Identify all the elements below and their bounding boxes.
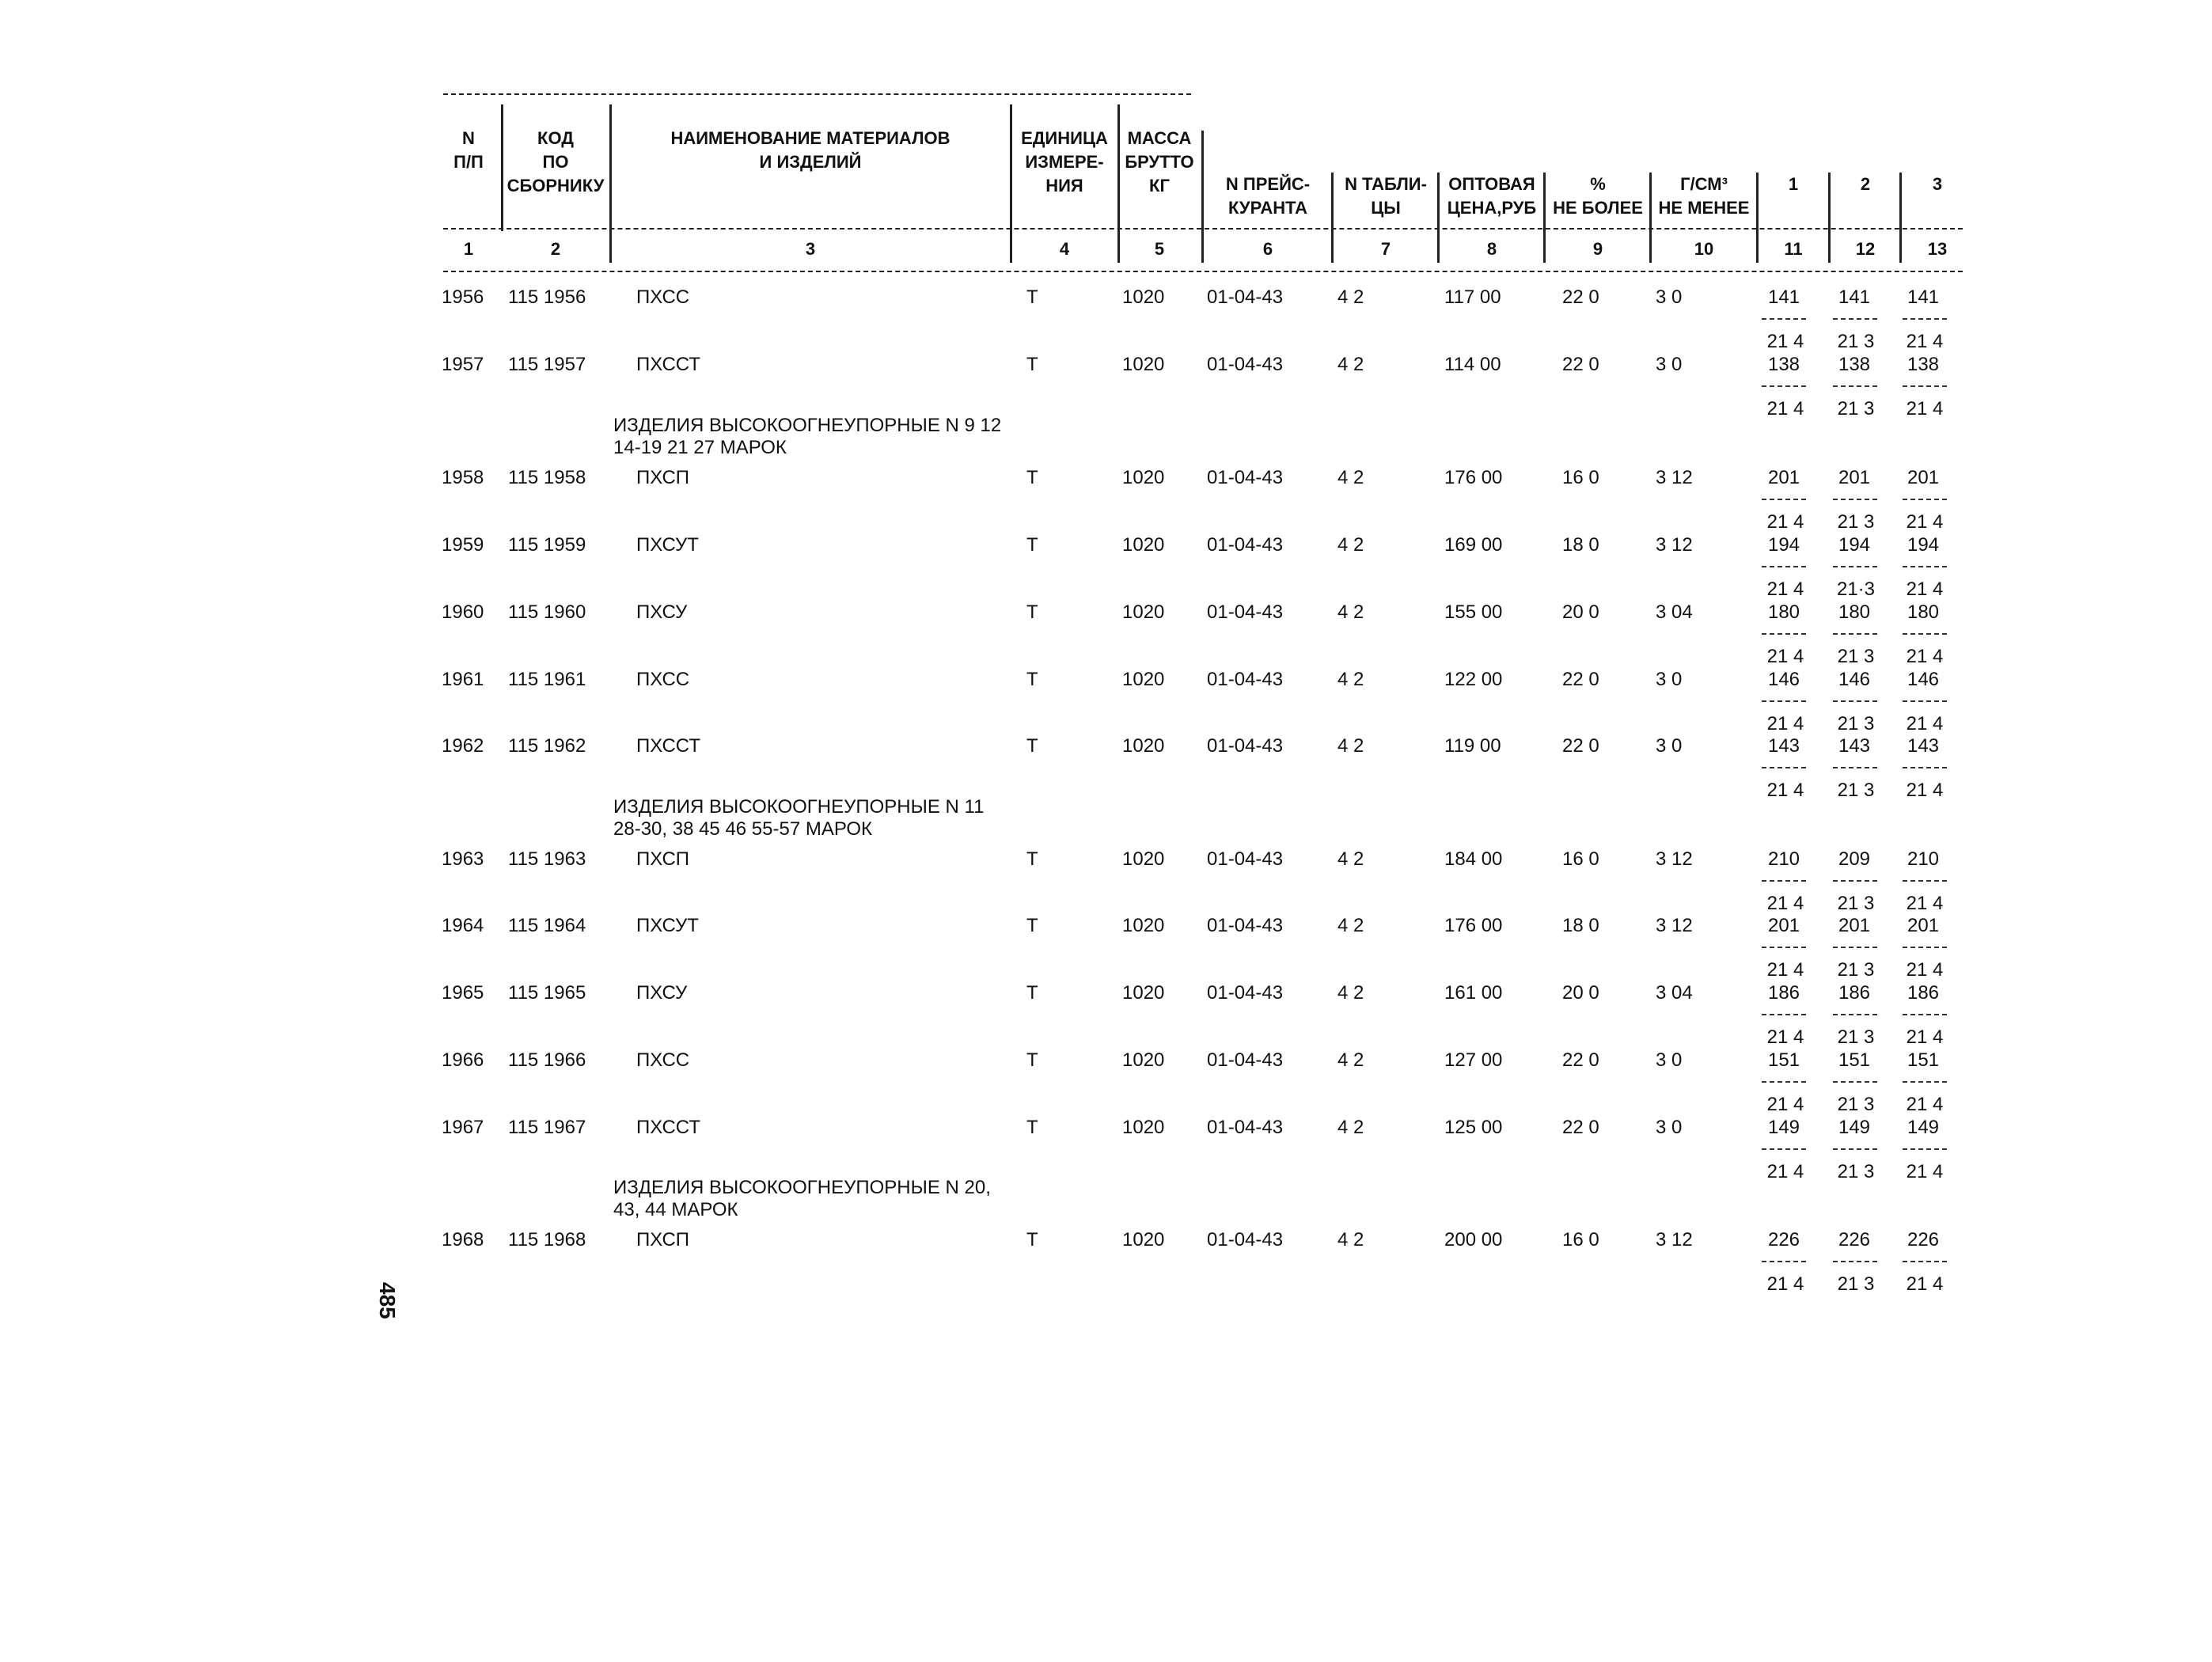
row-coef-1: 151 (1767, 1049, 1800, 1071)
group-heading: ИЗДЕЛИЯ ВЫСОКООГНЕУПОРНЫЕ N 9 12 (613, 415, 1002, 436)
row-code: 115 1962 (508, 735, 586, 757)
row-zone-3: 21 4 (1906, 1094, 1944, 1115)
row-table: 4 2 (1337, 848, 1364, 870)
row-zone-3: 21 4 (1906, 1161, 1944, 1182)
row-number: 1968 (442, 1229, 484, 1250)
row-mass: 1020 (1122, 735, 1165, 757)
row-zone-1: 21 4 (1766, 893, 1804, 914)
header-col-1: N П/П (453, 128, 484, 172)
row-zone-3: 21 4 (1906, 780, 1944, 801)
group-heading-line2: 28-30, 38 45 46 55-57 МАРОК (613, 818, 872, 840)
row-code: 115 1961 (508, 669, 586, 690)
fraction-line (1762, 385, 1806, 387)
fraction-line (1833, 318, 1877, 320)
row-zone-3: 21 4 (1906, 398, 1944, 419)
row-coef-3: 194 (1907, 534, 1940, 556)
row-density: 3 0 (1656, 354, 1683, 375)
header-col-6: N ПРЕЙС- КУРАНТА (1225, 174, 1311, 218)
row-name: ПХСС (636, 286, 690, 308)
header-divider (1010, 104, 1012, 263)
row-density: 3 0 (1656, 669, 1683, 690)
row-coef-1: 186 (1767, 982, 1800, 1004)
row-zone-1: 21 4 (1766, 780, 1804, 801)
header-col-13: 3 (1932, 174, 1943, 194)
row-coef-2: 141 (1838, 286, 1871, 308)
row-price-list: 01-04-43 (1207, 467, 1284, 488)
row-zone-3: 21 4 (1906, 579, 1944, 600)
row-zone-3: 21 4 (1906, 713, 1944, 734)
row-unit: Т (1026, 915, 1038, 936)
row-price-list: 01-04-43 (1207, 669, 1284, 690)
fraction-line (1762, 1081, 1806, 1083)
row-percent: 22 0 (1562, 669, 1599, 690)
header-col-12: 2 (1860, 174, 1871, 194)
header-col-2: КОД ПО СБОРНИКУ (507, 128, 605, 195)
row-name: ПХСС (636, 1049, 690, 1071)
row-name: ПХССТ (636, 735, 700, 757)
row-percent: 16 0 (1562, 848, 1599, 870)
column-number: 13 (1927, 239, 1948, 259)
row-number: 1959 (442, 534, 484, 556)
row-density: 3 12 (1656, 915, 1693, 936)
header-divider (1331, 173, 1334, 263)
group-heading-line2: 14-19 21 27 МАРОК (613, 437, 787, 458)
row-mass: 1020 (1122, 848, 1165, 870)
row-coef-3: 146 (1907, 669, 1940, 690)
row-price: 122 00 (1444, 669, 1503, 690)
group-heading-line2: 43, 44 МАРОК (613, 1199, 738, 1220)
row-coef-3: 186 (1907, 982, 1940, 1004)
row-name: ПХСС (636, 669, 690, 690)
row-mass: 1020 (1122, 467, 1165, 488)
row-coef-2: 186 (1838, 982, 1871, 1004)
column-number: 2 (550, 239, 561, 259)
row-number: 1964 (442, 915, 484, 936)
row-price: 200 00 (1444, 1229, 1503, 1250)
row-coef-2: 201 (1838, 467, 1871, 488)
fraction-line (1762, 566, 1806, 567)
row-code: 115 1956 (508, 286, 586, 308)
row-zone-2: 21 3 (1837, 959, 1875, 981)
row-price-list: 01-04-43 (1207, 286, 1284, 308)
row-zone-1: 21 4 (1766, 579, 1804, 600)
row-density: 3 12 (1656, 848, 1693, 870)
row-unit: Т (1026, 467, 1038, 488)
row-zone-1: 21 4 (1766, 398, 1804, 419)
fraction-line (1762, 633, 1806, 635)
row-code: 115 1959 (508, 534, 586, 556)
fraction-line (1903, 566, 1947, 567)
page-number: 485 (375, 1282, 400, 1319)
header-col-5: МАССА БРУТТО КГ (1125, 128, 1194, 195)
row-coef-3: 151 (1907, 1049, 1940, 1071)
row-name: ПХСУ (636, 601, 688, 623)
row-zone-1: 21 4 (1766, 959, 1804, 981)
fraction-line (1833, 566, 1877, 567)
row-density: 3 12 (1656, 467, 1693, 488)
row-table: 4 2 (1337, 354, 1364, 375)
fraction-line (1833, 499, 1877, 500)
row-coef-3: 180 (1907, 601, 1940, 623)
column-number-rule (443, 271, 1963, 272)
row-table: 4 2 (1337, 982, 1364, 1004)
fraction-line (1833, 1261, 1877, 1262)
row-table: 4 2 (1337, 735, 1364, 757)
row-zone-2: 21 3 (1837, 1094, 1875, 1115)
row-name: ПХСУТ (636, 534, 699, 556)
row-density: 3 04 (1656, 982, 1693, 1004)
row-code: 115 1957 (508, 354, 586, 375)
header-col-9: % НЕ БОЛЕЕ (1553, 174, 1643, 218)
row-percent: 18 0 (1562, 534, 1599, 556)
row-zone-2: 21 3 (1837, 1161, 1875, 1182)
column-number: 3 (805, 239, 816, 259)
row-name: ПХСУ (636, 982, 688, 1004)
row-name: ПХСП (636, 848, 690, 870)
header-divider (609, 104, 612, 263)
column-number: 9 (1592, 239, 1603, 259)
row-zone-3: 21 4 (1906, 331, 1944, 352)
row-percent: 22 0 (1562, 354, 1599, 375)
row-code: 115 1963 (508, 848, 586, 870)
fraction-line (1833, 700, 1877, 702)
fraction-line (1903, 1148, 1947, 1150)
fraction-line (1903, 1261, 1947, 1262)
header-rule (443, 228, 1963, 230)
header-col-11: 1 (1788, 174, 1799, 194)
header-col-10: Г/СМ³ НЕ МЕНЕЕ (1658, 174, 1750, 218)
row-zone-3: 21 4 (1906, 511, 1944, 533)
row-zone-1: 21 4 (1766, 646, 1804, 667)
column-number: 11 (1784, 239, 1803, 259)
row-coef-1: 201 (1767, 467, 1800, 488)
row-price: 125 00 (1444, 1117, 1503, 1138)
row-coef-1: 201 (1767, 915, 1800, 936)
row-zone-2: 21 3 (1837, 511, 1875, 533)
row-number: 1961 (442, 669, 484, 690)
row-unit: Т (1026, 1049, 1038, 1071)
row-coef-1: 226 (1767, 1229, 1800, 1250)
row-table: 4 2 (1337, 467, 1364, 488)
row-number: 1963 (442, 848, 484, 870)
header-divider (1437, 173, 1440, 263)
fraction-line (1903, 318, 1947, 320)
row-coef-1: 180 (1767, 601, 1800, 623)
row-zone-2: 21 3 (1837, 398, 1875, 419)
row-coef-2: 226 (1838, 1229, 1871, 1250)
row-percent: 22 0 (1562, 286, 1599, 308)
row-coef-2: 209 (1838, 848, 1871, 870)
row-number: 1957 (442, 354, 484, 375)
row-unit: Т (1026, 534, 1038, 556)
header-col-8: ОПТОВАЯ ЦЕНА,РУБ (1447, 174, 1537, 218)
row-coef-3: 226 (1907, 1229, 1940, 1250)
row-mass: 1020 (1122, 669, 1165, 690)
row-density: 3 12 (1656, 534, 1693, 556)
row-code: 115 1958 (508, 467, 586, 488)
row-percent: 22 0 (1562, 1117, 1599, 1138)
row-zone-1: 21 4 (1766, 713, 1804, 734)
row-price-list: 01-04-43 (1207, 1229, 1284, 1250)
row-mass: 1020 (1122, 534, 1165, 556)
row-unit: Т (1026, 1117, 1038, 1138)
row-coef-1: 194 (1767, 534, 1800, 556)
row-coef-1: 143 (1767, 735, 1800, 757)
row-coef-3: 143 (1907, 735, 1940, 757)
row-table: 4 2 (1337, 669, 1364, 690)
row-mass: 1020 (1122, 1229, 1165, 1250)
row-coef-3: 149 (1907, 1117, 1940, 1138)
row-zone-3: 21 4 (1906, 646, 1944, 667)
row-number: 1962 (442, 735, 484, 757)
row-name: ПХССТ (636, 354, 700, 375)
row-zone-2: 21 3 (1837, 1026, 1875, 1048)
row-price-list: 01-04-43 (1207, 601, 1284, 623)
fraction-line (1762, 318, 1806, 320)
row-mass: 1020 (1122, 1117, 1165, 1138)
row-unit: Т (1026, 982, 1038, 1004)
row-price-list: 01-04-43 (1207, 848, 1284, 870)
row-mass: 1020 (1122, 354, 1165, 375)
column-number: 7 (1380, 239, 1391, 259)
fraction-line (1833, 1081, 1877, 1083)
row-mass: 1020 (1122, 601, 1165, 623)
fraction-line (1762, 1148, 1806, 1150)
row-number: 1960 (442, 601, 484, 623)
row-unit: Т (1026, 848, 1038, 870)
row-name: ПХСП (636, 1229, 690, 1250)
row-density: 3 0 (1656, 1117, 1683, 1138)
row-zone-1: 21 4 (1766, 1161, 1804, 1182)
fraction-line (1903, 1081, 1947, 1083)
row-coef-1: 141 (1767, 286, 1800, 308)
row-zone-1: 21 4 (1766, 1094, 1804, 1115)
row-number: 1956 (442, 286, 484, 308)
row-coef-2: 149 (1838, 1117, 1871, 1138)
row-code: 115 1960 (508, 601, 586, 623)
row-number: 1966 (442, 1049, 484, 1071)
row-price: 117 00 (1444, 286, 1501, 308)
row-table: 4 2 (1337, 286, 1364, 308)
fraction-line (1903, 499, 1947, 500)
row-percent: 16 0 (1562, 467, 1599, 488)
fraction-line (1833, 1014, 1877, 1015)
fraction-line (1762, 1261, 1806, 1262)
column-number: 8 (1486, 239, 1497, 259)
fraction-line (1833, 767, 1877, 768)
row-table: 4 2 (1337, 1229, 1364, 1250)
fraction-line (1833, 633, 1877, 635)
row-price-list: 01-04-43 (1207, 534, 1284, 556)
row-price: 119 00 (1444, 735, 1501, 757)
row-number: 1958 (442, 467, 484, 488)
row-coef-1: 138 (1767, 354, 1800, 375)
fraction-line (1833, 385, 1877, 387)
row-percent: 16 0 (1562, 1229, 1599, 1250)
column-number: 4 (1059, 239, 1070, 259)
row-unit: Т (1026, 1229, 1038, 1250)
column-number: 1 (463, 239, 474, 259)
row-code: 115 1965 (508, 982, 586, 1004)
row-coef-2: 194 (1838, 534, 1871, 556)
column-number: 12 (1855, 239, 1876, 259)
row-coef-3: 201 (1907, 467, 1940, 488)
fraction-line (1762, 947, 1806, 948)
header-divider (1201, 131, 1204, 263)
row-coef-2: 143 (1838, 735, 1871, 757)
row-code: 115 1964 (508, 915, 586, 936)
row-table: 4 2 (1337, 534, 1364, 556)
row-zone-1: 21 4 (1766, 1273, 1804, 1295)
row-unit: Т (1026, 286, 1038, 308)
column-number: 10 (1694, 239, 1714, 259)
row-unit: Т (1026, 735, 1038, 757)
row-price-list: 01-04-43 (1207, 735, 1284, 757)
row-table: 4 2 (1337, 915, 1364, 936)
row-price-list: 01-04-43 (1207, 1117, 1284, 1138)
row-code: 115 1966 (508, 1049, 586, 1071)
row-coef-2: 138 (1838, 354, 1871, 375)
header-divider (1543, 173, 1546, 263)
row-price: 176 00 (1444, 915, 1503, 936)
row-zone-1: 21 4 (1766, 331, 1804, 352)
header-col-3: НАИМЕНОВАНИЕ МАТЕРИАЛОВ И ИЗДЕЛИЙ (670, 128, 950, 172)
row-table: 4 2 (1337, 1117, 1364, 1138)
row-percent: 18 0 (1562, 915, 1599, 936)
row-number: 1965 (442, 982, 484, 1004)
row-coef-2: 151 (1838, 1049, 1871, 1071)
fraction-line (1762, 880, 1806, 882)
row-coef-2: 146 (1838, 669, 1871, 690)
row-coef-3: 138 (1907, 354, 1940, 375)
row-zone-3: 21 4 (1906, 1273, 1944, 1295)
row-density: 3 0 (1656, 286, 1683, 308)
fraction-line (1903, 1014, 1947, 1015)
header-col-4: ЕДИНИЦА ИЗМЕРЕ- НИЯ (1021, 128, 1108, 195)
row-name: ПХСП (636, 467, 690, 488)
row-price: 155 00 (1444, 601, 1503, 623)
row-zone-1: 21 4 (1766, 511, 1804, 533)
row-mass: 1020 (1122, 915, 1165, 936)
row-unit: Т (1026, 354, 1038, 375)
fraction-line (1762, 1014, 1806, 1015)
fraction-line (1903, 385, 1947, 387)
row-mass: 1020 (1122, 982, 1165, 1004)
fraction-line (1762, 499, 1806, 500)
row-coef-1: 149 (1767, 1117, 1800, 1138)
row-zone-3: 21 4 (1906, 959, 1944, 981)
fraction-line (1762, 700, 1806, 702)
row-code: 115 1967 (508, 1117, 586, 1138)
row-coef-3: 201 (1907, 915, 1940, 936)
fraction-line (1903, 633, 1947, 635)
fraction-line (1833, 880, 1877, 882)
row-density: 3 0 (1656, 735, 1683, 757)
row-zone-3: 21 4 (1906, 893, 1944, 914)
row-percent: 20 0 (1562, 601, 1599, 623)
top-rule (443, 93, 1191, 95)
fraction-line (1833, 947, 1877, 948)
row-coef-2: 201 (1838, 915, 1871, 936)
fraction-line (1903, 947, 1947, 948)
fraction-line (1903, 767, 1947, 768)
row-percent: 22 0 (1562, 1049, 1599, 1071)
row-price-list: 01-04-43 (1207, 982, 1284, 1004)
row-unit: Т (1026, 669, 1038, 690)
row-density: 3 12 (1656, 1229, 1693, 1250)
row-price: 176 00 (1444, 467, 1503, 488)
group-heading: ИЗДЕЛИЯ ВЫСОКООГНЕУПОРНЫЕ N 20, (613, 1177, 991, 1198)
fraction-line (1833, 1148, 1877, 1150)
row-percent: 20 0 (1562, 982, 1599, 1004)
row-mass: 1020 (1122, 1049, 1165, 1071)
row-zone-2: 21 3 (1837, 1273, 1875, 1295)
row-name: ПХСУТ (636, 915, 699, 936)
fraction-line (1762, 767, 1806, 768)
row-zone-2: 21 3 (1837, 713, 1875, 734)
header-divider (1649, 173, 1652, 263)
row-zone-2: 21 3 (1837, 331, 1875, 352)
column-number: 5 (1154, 239, 1165, 259)
row-table: 4 2 (1337, 601, 1364, 623)
row-price: 114 00 (1444, 354, 1501, 375)
row-price-list: 01-04-43 (1207, 1049, 1284, 1071)
group-heading: ИЗДЕЛИЯ ВЫСОКООГНЕУПОРНЫЕ N 11 (613, 796, 985, 818)
row-coef-1: 210 (1767, 848, 1800, 870)
row-coef-2: 180 (1838, 601, 1871, 623)
row-density: 3 04 (1656, 601, 1693, 623)
row-zone-2: 21 3 (1837, 893, 1875, 914)
column-number: 6 (1262, 239, 1273, 259)
row-zone-2: 21 3 (1837, 780, 1875, 801)
row-zone-3: 21 4 (1906, 1026, 1944, 1048)
row-price-list: 01-04-43 (1207, 915, 1284, 936)
row-unit: Т (1026, 601, 1038, 623)
row-price: 127 00 (1444, 1049, 1503, 1071)
row-density: 3 0 (1656, 1049, 1683, 1071)
row-price: 161 00 (1444, 982, 1503, 1004)
row-number: 1967 (442, 1117, 484, 1138)
row-zone-2: 21·3 (1836, 579, 1876, 600)
row-price-list: 01-04-43 (1207, 354, 1284, 375)
row-zone-2: 21 3 (1837, 646, 1875, 667)
row-zone-1: 21 4 (1766, 1026, 1804, 1048)
row-mass: 1020 (1122, 286, 1165, 308)
row-price: 169 00 (1444, 534, 1503, 556)
row-name: ПХССТ (636, 1117, 700, 1138)
row-coef-3: 141 (1907, 286, 1940, 308)
row-coef-1: 146 (1767, 669, 1800, 690)
fraction-line (1903, 700, 1947, 702)
row-percent: 22 0 (1562, 735, 1599, 757)
row-coef-3: 210 (1907, 848, 1940, 870)
row-price: 184 00 (1444, 848, 1503, 870)
row-table: 4 2 (1337, 1049, 1364, 1071)
header-col-7: N ТАБЛИ- ЦЫ (1345, 174, 1427, 218)
fraction-line (1903, 880, 1947, 882)
row-code: 115 1968 (508, 1229, 586, 1250)
